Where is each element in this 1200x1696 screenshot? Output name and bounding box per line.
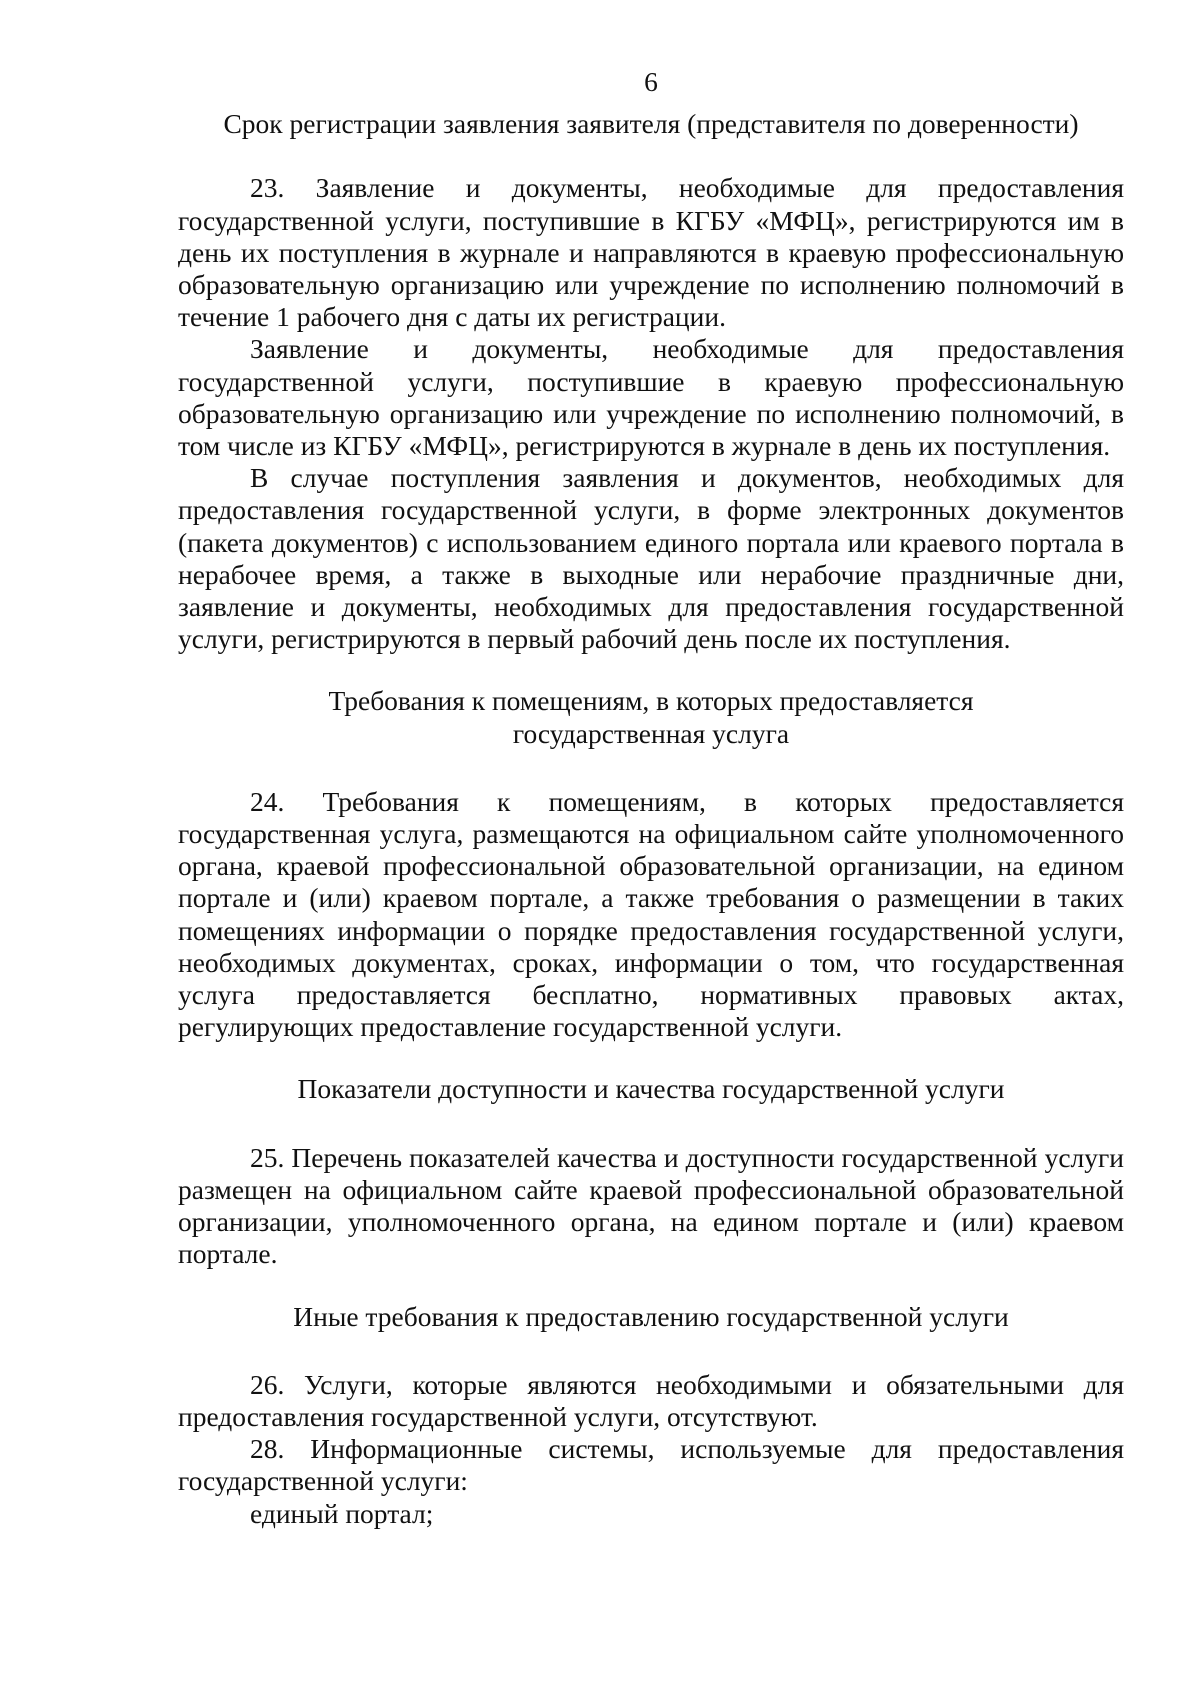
section-heading-quality-wrapper: [178, 1073, 1124, 1105]
section-heading-other-requirements: Иные требования к предоставлению государственной услуги: [293, 1300, 1009, 1332]
page-number: 6: [644, 66, 658, 97]
list-item-unified-portal: единый портал;: [250, 1497, 434, 1529]
paragraph-26: 26. Услуги, которые являются необходимыми и обязательными для предоставления государственной услуги, отсутствуют.: [178, 1368, 1124, 1432]
section-heading-quality: Показатели доступности и качества государственной услуги: [297, 1073, 1005, 1105]
paragraph-24: 24. Требования к помещениям, в которых предоставляется государственная услуга, размещаются на официальном сайте уполномоченного органа, краевой профессиональной образовательной организации, на едином портале и (или) краевом портале, а также требования о размещении в таких помещениях информации о порядке предоставления государственной услуги, необходимых документах, сроках, информации о том, что государственная услуга предоставляется бесплатно, нормативных правовых актах, регулирующих предоставление государственной услуги.: [178, 785, 1124, 1043]
paragraph-23: 23. Заявление и документы, необходимые для предоставления государственной услуги, поступившие в КГБУ «МФЦ», регистрируются им в день их поступления в журнале и направляются в краевую профессиональную образовательную организацию или учреждение по исполнению полномочий в течение 1 рабочего дня с даты их регистрации.: [178, 172, 1124, 333]
document-page: [178, 66, 1124, 1530]
section-heading-premises: [178, 685, 1124, 749]
paragraph-25: 25. Перечень показателей качества и доступности государственной услуги размещен на официальном сайте краевой профессиональной образовательной организации, уполномоченного органа, на едином портале и (или) краевом портале.: [178, 1141, 1124, 1270]
paragraph-23-registration: Заявление и документы, необходимые для предоставления государственной услуги, поступившие в краевую профессиональную образовательную организацию или учреждение по исполнению полномочий, в том числе из КГБУ «МФЦ», регистрируются в журнале в день их поступления.: [178, 333, 1124, 462]
section-heading-registration-term: Срок регистрации заявления заявителя (представителя по доверенности): [223, 108, 1079, 140]
section-heading-premises-line2: государственная услуга: [512, 717, 790, 749]
paragraph-28: 28. Информационные системы, используемые для предоставления государственной услуги:: [178, 1433, 1124, 1497]
paragraph-23-electronic: В случае поступления заявления и документов, необходимых для предоставления государственной услуги, в форме электронных документов (пакета документов) с использованием единого портала или краевого портала в нерабочее время, а также в выходные или нерабочие праздничные дни, заявление и документы, необходимых для предоставления государственной услуги, регистрируются в первый рабочий день после их поступления.: [178, 462, 1124, 655]
section-heading-premises-line1: Требования к помещениям, в которых предоставляется: [328, 685, 974, 717]
section-heading-other-wrapper: [178, 1301, 1124, 1333]
